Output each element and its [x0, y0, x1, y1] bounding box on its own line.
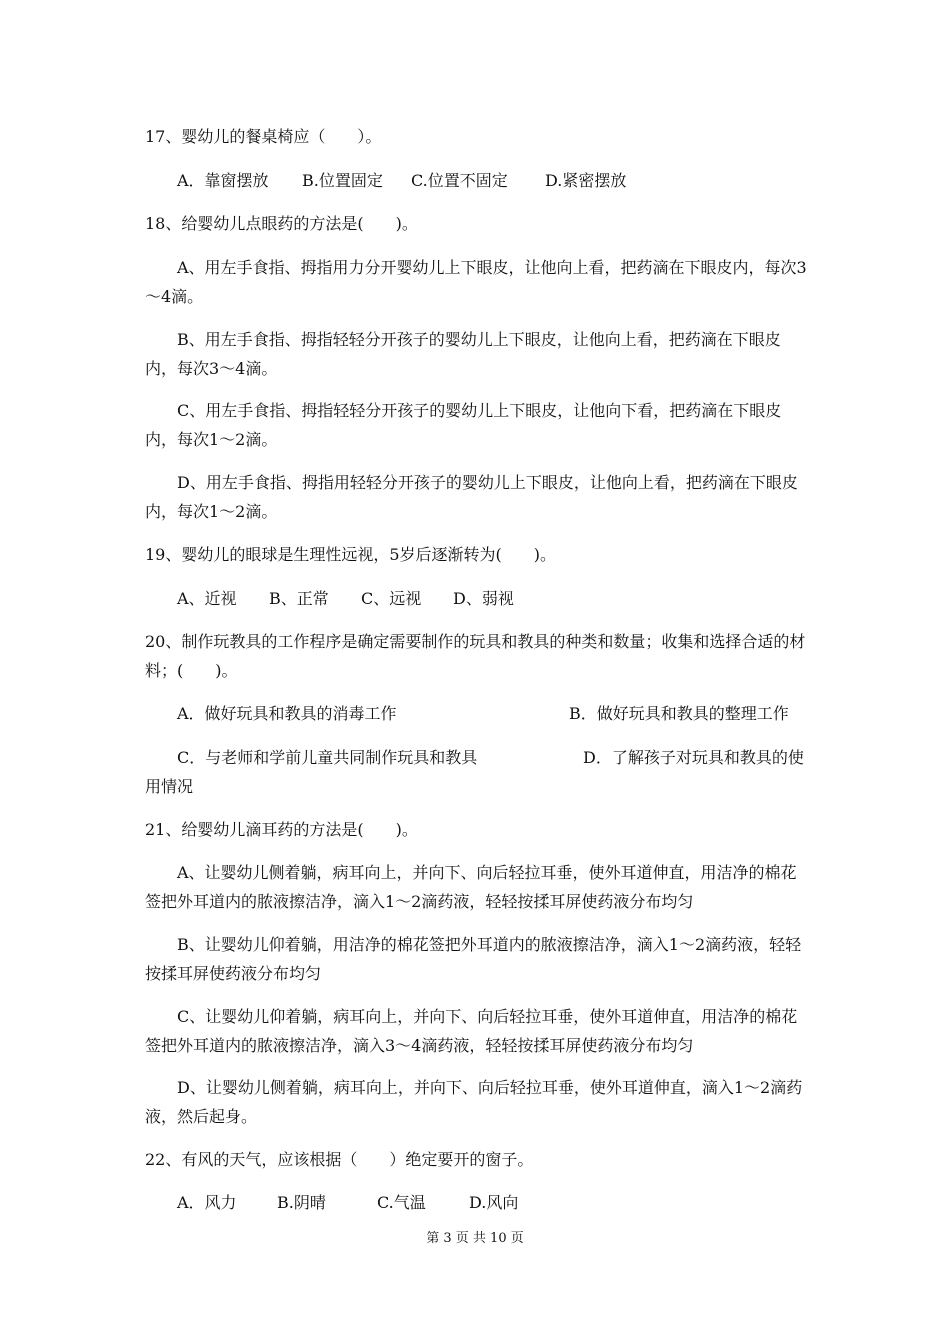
question-22-stem: 22、有风的天气，应该根据（ ）绝定要开的窗子。: [145, 1150, 534, 1169]
option-c: C.气温: [377, 1193, 426, 1212]
option-d: D.风向: [469, 1193, 519, 1212]
option-d: D、弱视: [453, 589, 514, 608]
option-b: B.阴晴: [277, 1193, 326, 1212]
question-18-option-a: A、用左手食指、拇指用力分开婴幼儿上下眼皮，让他向上看，把药滴在下眼皮内，每次3～4滴。: [145, 258, 807, 306]
option-a: A．做好玩具和教具的消毒工作: [177, 704, 397, 723]
option-c: C.位置不固定: [411, 171, 508, 190]
question-20-stem: 20、制作玩教具的工作程序是确定需要制作的玩具和教具的种类和数量；收集和选择合适的材料；( )。: [145, 632, 806, 680]
question-18-option-c: C、用左手食指、拇指轻轻分开孩子的婴幼儿上下眼皮，让他向下看，把药滴在下眼皮内，每次1～2滴。: [145, 401, 782, 449]
question-17-stem: 17、婴幼儿的餐桌椅应（ ）。: [145, 127, 382, 146]
option-b: B．做好玩具和教具的整理工作: [569, 704, 789, 723]
option-d: D.紧密摆放: [545, 171, 627, 190]
question-18-stem: 18、给婴幼儿点眼药的方法是( )。: [145, 214, 418, 233]
question-22-options: [177, 1188, 518, 1217]
option-a: A、近视: [177, 589, 237, 608]
question-21-stem: 21、给婴幼儿滴耳药的方法是( )。: [145, 820, 418, 839]
question-17-options: [177, 166, 626, 195]
option-a: A．靠窗摆放: [177, 171, 269, 190]
option-c: C、远视: [361, 589, 422, 608]
option-a: A．风力: [177, 1193, 237, 1212]
question-20-options-row1: [177, 699, 789, 728]
question-20-options-row2: [145, 743, 810, 801]
question-18-option-b: B、用左手食指、拇指轻轻分开孩子的婴幼儿上下眼皮，让他向上看，把药滴在下眼皮内，每次3～4滴。: [145, 330, 781, 378]
option-d: D．了解孩子对玩具和教具的使用情况: [145, 748, 804, 796]
question-19-options: [177, 584, 514, 613]
page-number-footer: 第 3 页 共 10 页: [426, 1231, 524, 1246]
question-21-option-d: D、让婴幼儿侧着躺，病耳向上，并向下、向后轻拉耳垂，使外耳道伸直，滴入1～2滴药液，然后起身。: [145, 1078, 803, 1126]
question-21-option-c: C、让婴幼儿仰着躺，病耳向上，并向下、向后轻拉耳垂，使外耳道伸直，用洁净的棉花签把外耳道内的脓液擦洁净，滴入3～4滴药液，轻轻按揉耳屏使药液分布均匀: [145, 1007, 798, 1055]
option-b: B.位置固定: [302, 171, 383, 190]
question-19-stem: 19、婴幼儿的眼球是生理性远视，5岁后逐渐转为( )。: [145, 545, 557, 564]
question-21-option-a: A、让婴幼儿侧着躺，病耳向上，并向下、向后轻拉耳垂，使外耳道伸直，用洁净的棉花签把外耳道内的脓液擦洁净，滴入1～2滴药液，轻轻按揉耳屏使药液分布均匀: [145, 863, 797, 911]
option-b: B、正常: [269, 589, 329, 608]
option-c: C．与老师和学前儿童共同制作玩具和教具: [177, 748, 478, 767]
question-21-option-b: B、让婴幼儿仰着躺，用洁净的棉花签把外耳道内的脓液擦洁净，滴入1～2滴药液，轻轻按揉耳屏使药液分布均匀: [145, 935, 802, 983]
question-18-option-d: D、用左手食指、拇指用轻轻分开孩子的婴幼儿上下眼皮，让他向上看，把药滴在下眼皮内，每次1～2滴。: [145, 473, 798, 521]
